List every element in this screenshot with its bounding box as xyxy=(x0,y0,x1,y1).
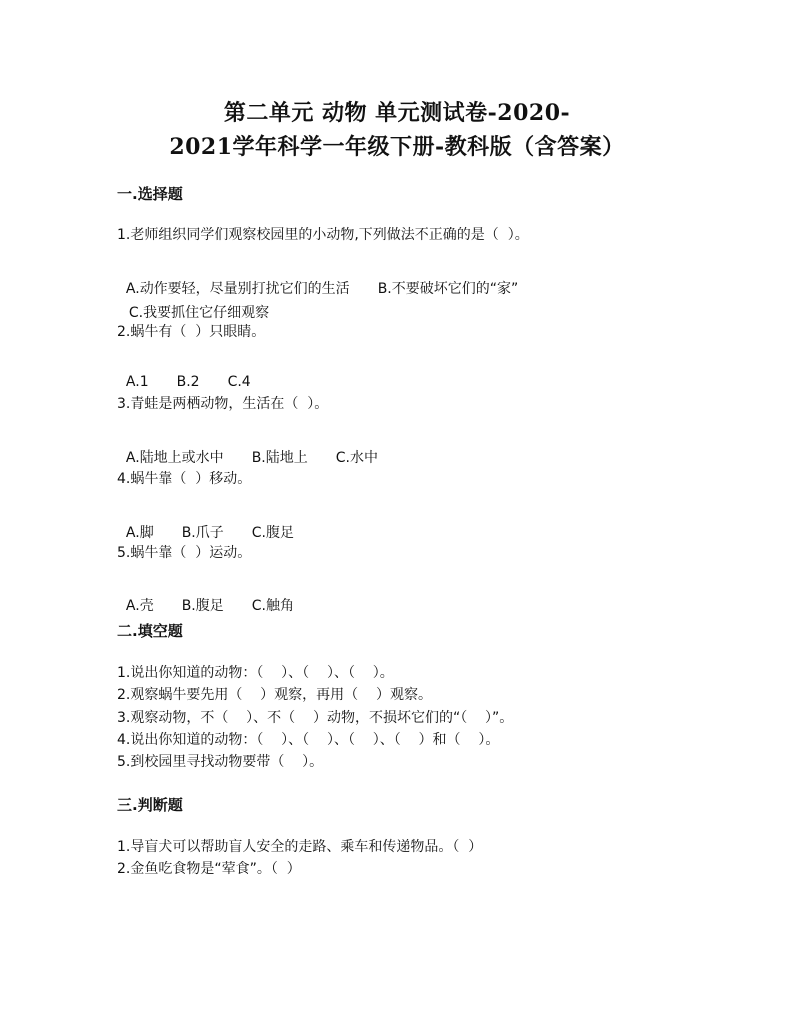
option-a: A.脚 xyxy=(125,525,154,541)
question-5-options xyxy=(117,579,322,615)
option-a: A.1 xyxy=(125,374,149,390)
true-false-item-1: 1.导盲犬可以帮助盲人安全的走路、乘车和传递物品。（ ） xyxy=(117,839,483,855)
option-a: A.壳 xyxy=(125,598,154,614)
fill-in-item-1: 1.说出你知道的动物：（ ）、（ ）、（ ）。 xyxy=(117,665,394,681)
question-3-stem: 3.青蛙是两栖动物，生活在（ ）。 xyxy=(117,396,329,412)
option-a: A.陆地上或水中 xyxy=(125,450,224,466)
option-c: C.4 xyxy=(227,374,251,390)
option-a: A.动作要轻，尽量别打扰它们的生活 xyxy=(125,281,350,297)
question-2-options xyxy=(117,358,279,390)
question-2-stem: 2.蜗牛有（ ）只眼睛。 xyxy=(117,324,266,340)
section-heading-fill-in: 二.填空题 xyxy=(117,622,183,640)
option-c: C.腹足 xyxy=(251,525,294,541)
question-5-stem: 5.蜗牛靠（ ）运动。 xyxy=(117,545,252,561)
section-heading-choice: 一.选择题 xyxy=(117,185,183,203)
question-1-stem: 1.老师组织同学们观察校园里的小动物,下列做法不正确的是（ ）。 xyxy=(117,227,529,243)
document-title-line-1: 第二单元 动物 单元测试卷-2020- xyxy=(223,100,571,126)
section-heading-true-false: 三.判断题 xyxy=(117,796,183,814)
option-c: C.触角 xyxy=(251,598,294,614)
option-b: B.陆地上 xyxy=(251,450,308,466)
fill-in-item-5: 5.到校园里寻找动物要带（ ）。 xyxy=(117,754,324,770)
option-b: B.不要破坏它们的“家” xyxy=(377,281,519,297)
question-3-options xyxy=(117,431,406,467)
option-b: B.腹足 xyxy=(181,598,224,614)
fill-in-item-4: 4.说出你知道的动物：（ ）、（ ）、（ ）、（ ）和（ ）。 xyxy=(117,732,500,748)
option-b: B.2 xyxy=(176,374,200,390)
question-1-options-row-2 xyxy=(120,286,269,322)
option-c: C.水中 xyxy=(335,450,378,466)
option-c: C.我要抓住它仔细观察 xyxy=(128,305,270,321)
document-title-line-2: 2021学年科学一年级下册-教科版（含答案） xyxy=(169,134,625,160)
fill-in-item-3: 3.观察动物，不（ ）、不（ ）动物，不损坏它们的“（ ）”。 xyxy=(117,710,514,726)
question-4-options xyxy=(117,506,322,542)
true-false-item-2: 2.金鱼吃食物是“荤食”。（ ） xyxy=(117,861,301,877)
option-b: B.爪子 xyxy=(181,525,224,541)
fill-in-item-2: 2.观察蜗牛要先用（ ）观察，再用（ ）观察。 xyxy=(117,687,432,703)
question-4-stem: 4.蜗牛靠（ ）移动。 xyxy=(117,471,252,487)
